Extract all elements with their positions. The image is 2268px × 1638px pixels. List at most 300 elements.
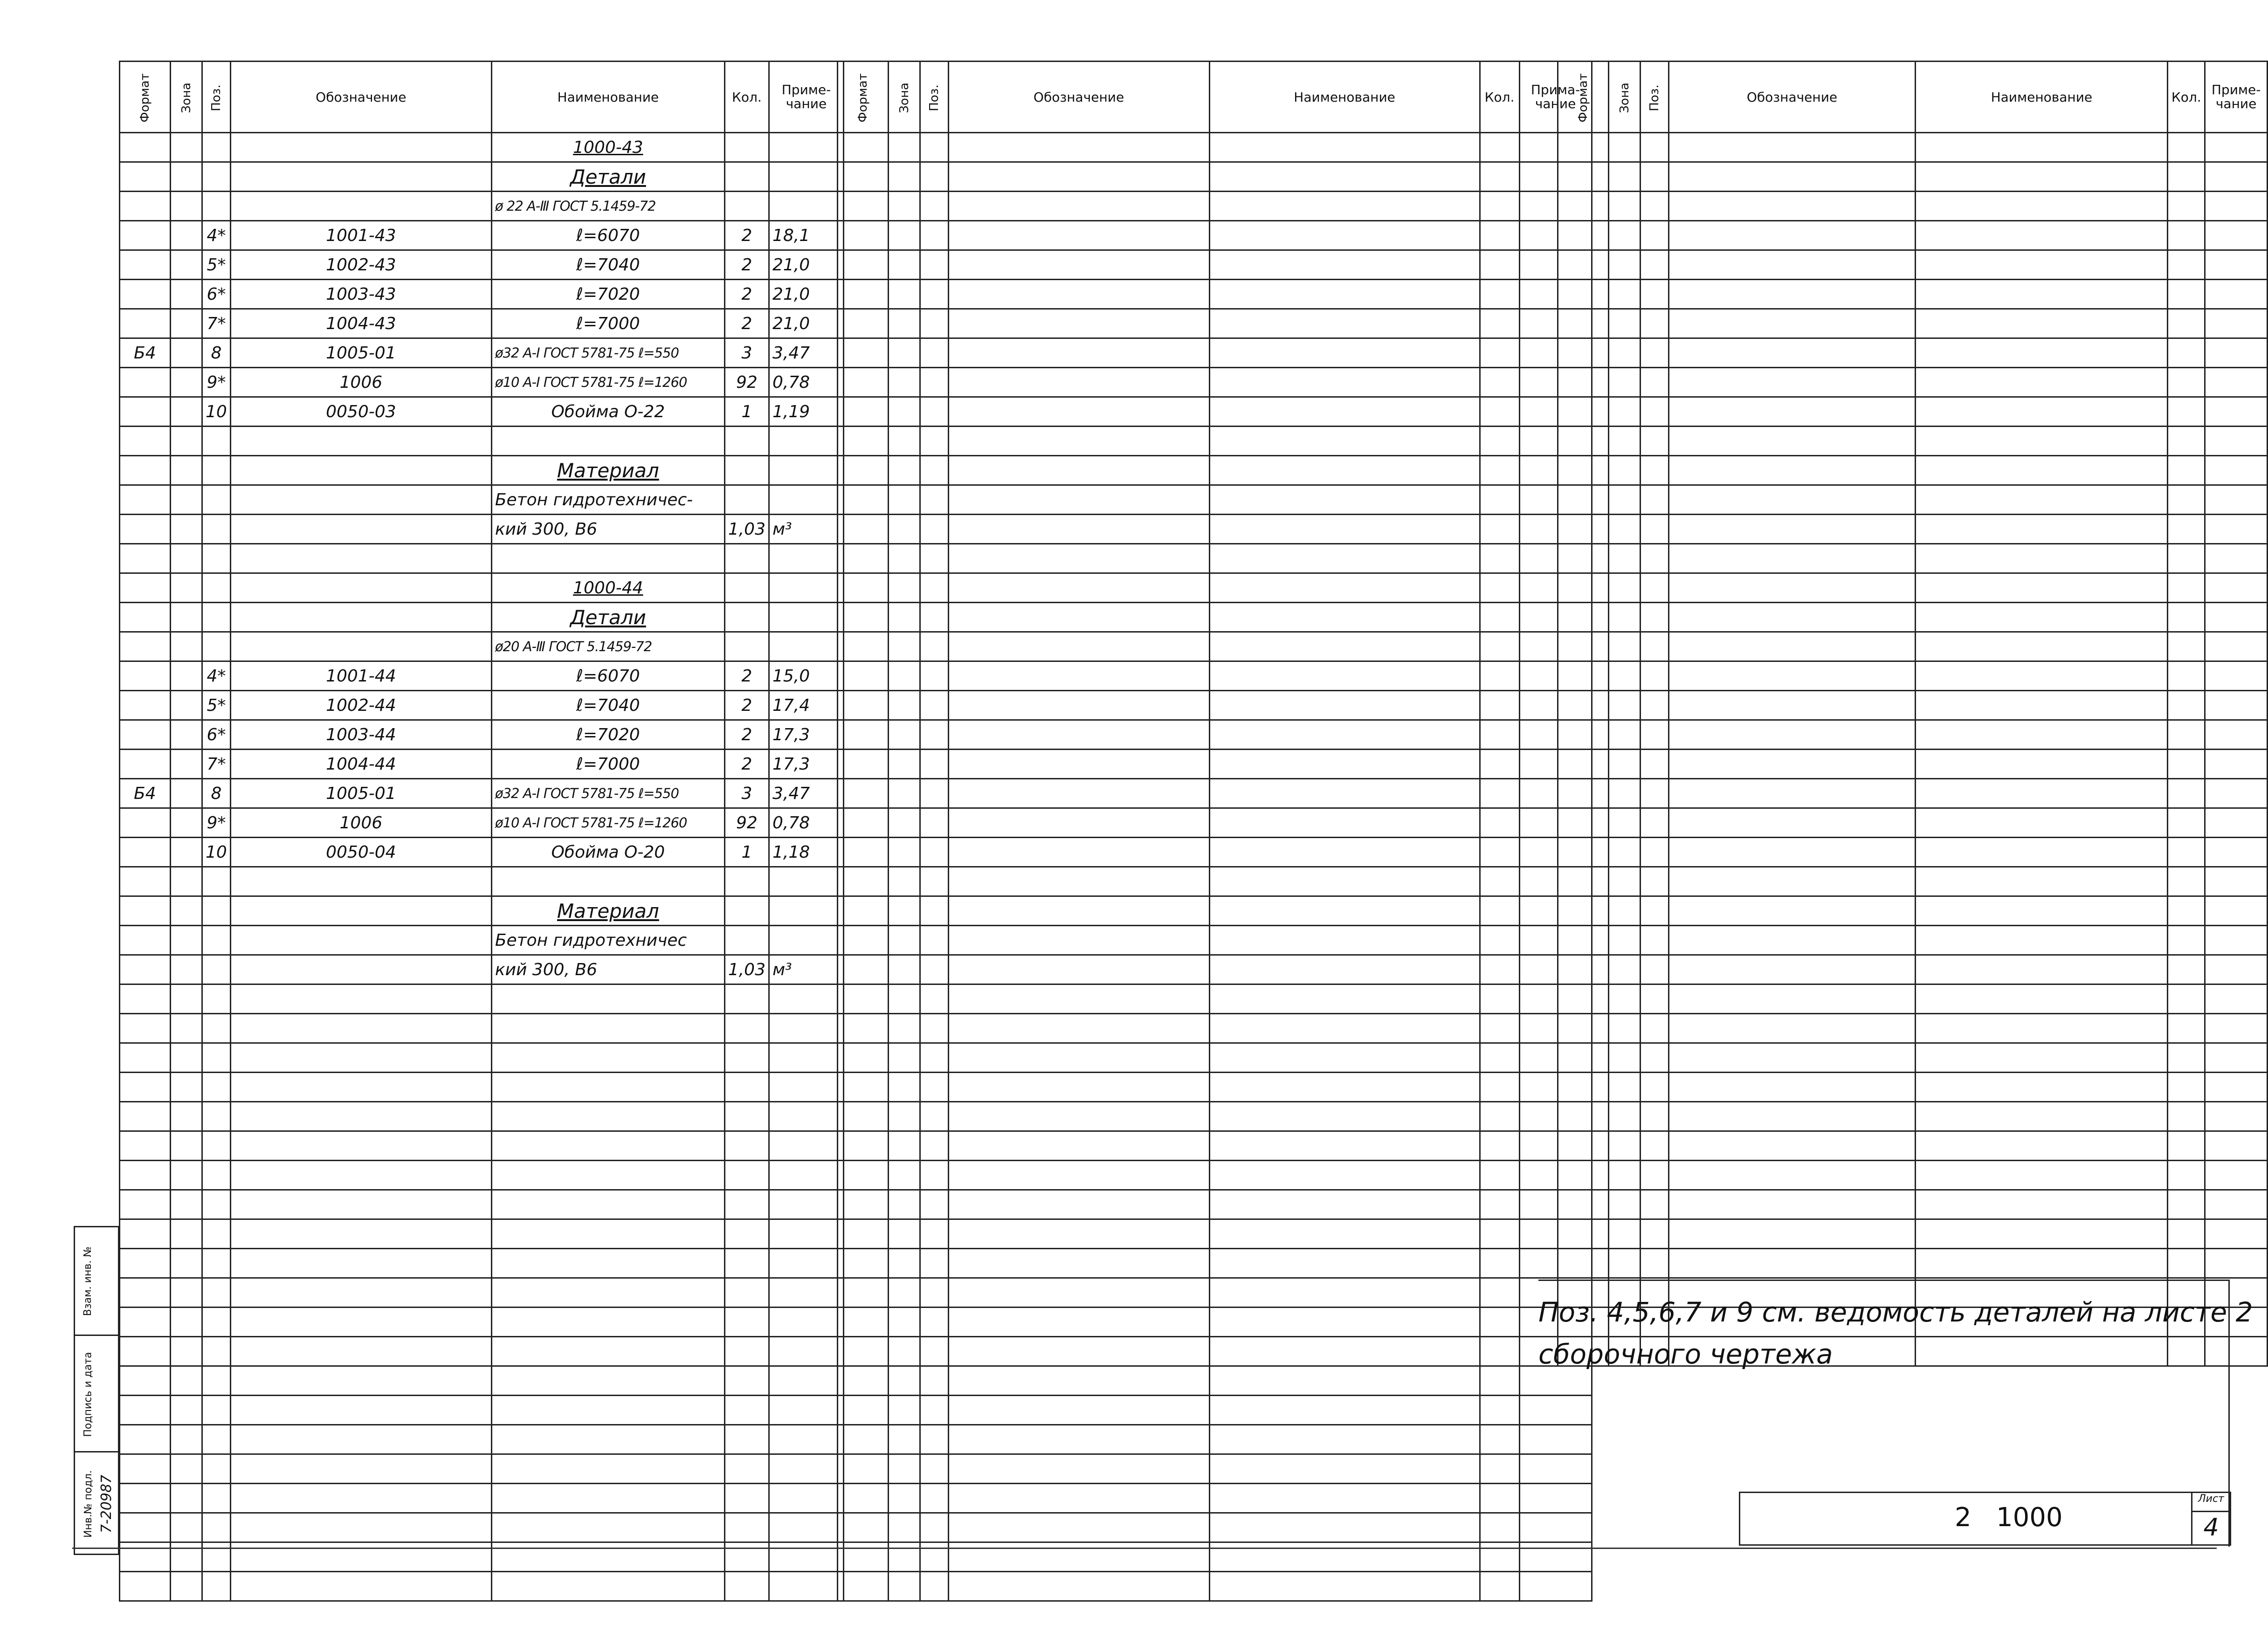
format-cell [838, 779, 889, 808]
note-cell [769, 1014, 843, 1043]
designation-cell [230, 632, 491, 661]
designation-cell [230, 544, 491, 573]
table-row [1558, 632, 2268, 661]
name-cell [1916, 632, 2168, 661]
name-cell: ø 22 А-Ⅲ ГОСТ 5.1459-72 [491, 192, 724, 221]
pos-cell [202, 867, 231, 896]
zone-cell [170, 1131, 202, 1161]
designation-cell [948, 1073, 1209, 1102]
pos-cell [202, 603, 231, 632]
designation-cell: 1001-43 [230, 221, 491, 250]
name-cell: ø10 А-I ГОСТ 5781-75 ℓ=1260 [491, 368, 724, 397]
name-cell: Бетон гидротехничес [491, 926, 724, 955]
designation-cell [948, 720, 1209, 750]
zone-cell [170, 250, 202, 280]
designation-cell [230, 485, 491, 515]
designation-cell [948, 896, 1209, 926]
table-row [1558, 280, 2268, 309]
zone-cell [170, 1337, 202, 1366]
designation-cell [1668, 1043, 1916, 1073]
qty-cell [1480, 1190, 1519, 1219]
note-cell [2205, 250, 2268, 280]
header-designation: Обозначение [230, 62, 491, 133]
table-row [1558, 896, 2268, 926]
designation-cell [230, 1102, 491, 1131]
table-row [120, 1572, 844, 1601]
name-cell [1916, 1190, 2168, 1219]
table-row [1558, 838, 2268, 867]
qty-cell [2168, 1161, 2205, 1190]
qty-cell [724, 1337, 769, 1366]
format-cell [1558, 1073, 1609, 1102]
name-cell [1916, 250, 2168, 280]
qty-cell: 2 [724, 309, 769, 338]
zone-cell [888, 573, 920, 603]
table-row [838, 1513, 1592, 1542]
pos-cell [1641, 250, 1669, 280]
table-row [1558, 1161, 2268, 1190]
pos-cell [202, 1014, 231, 1043]
format-cell [120, 1484, 171, 1513]
note-cell: 1,18 [769, 838, 843, 867]
pos-cell [1641, 632, 1669, 661]
note-cell [769, 1366, 843, 1396]
designation-cell [1668, 867, 1916, 896]
name-cell [1916, 456, 2168, 485]
zone-cell [888, 661, 920, 691]
zone-cell [888, 1572, 920, 1601]
zone-cell [170, 955, 202, 984]
note-cell [769, 896, 843, 926]
name-cell: Материал [491, 896, 724, 926]
zone-cell [1608, 1161, 1641, 1190]
name-cell [1916, 750, 2168, 779]
format-cell [120, 1131, 171, 1161]
table-row [120, 1014, 844, 1043]
note-cell [2205, 1161, 2268, 1190]
zone-cell [1608, 603, 1641, 632]
format-cell [838, 1073, 889, 1102]
qty-cell [724, 1366, 769, 1396]
qty-cell [1480, 368, 1519, 397]
qty-cell: 2 [724, 720, 769, 750]
name-cell [1209, 603, 1480, 632]
name-cell [1916, 1249, 2168, 1278]
qty-cell [1480, 544, 1519, 573]
pos-cell [920, 720, 949, 750]
note-cell [2205, 544, 2268, 573]
format-cell [838, 750, 889, 779]
format-cell [838, 309, 889, 338]
table-row [838, 1249, 1592, 1278]
format-cell [1558, 720, 1609, 750]
format-cell [838, 1278, 889, 1308]
note-cell [769, 1308, 843, 1337]
zone-cell [1608, 779, 1641, 808]
format-cell [1558, 338, 1609, 368]
designation-cell: 1003-43 [230, 280, 491, 309]
qty-cell [2168, 544, 2205, 573]
designation-cell [1668, 838, 1916, 867]
note-line-1: Поз. 4,5,6,7 и 9 см. ведомость деталей на листе 2 [1538, 1296, 2253, 1328]
designation-cell [948, 838, 1209, 867]
qty-cell [2168, 427, 2205, 456]
name-cell [1209, 1366, 1480, 1396]
note-line-2: сборочного чертежа [1538, 1338, 1833, 1370]
zone-cell [888, 720, 920, 750]
table-row [838, 632, 1592, 661]
name-cell [1916, 368, 2168, 397]
qty-cell [724, 1425, 769, 1454]
table-row [838, 1073, 1592, 1102]
pos-cell [920, 1425, 949, 1454]
name-cell: ℓ=7040 [491, 691, 724, 720]
name-cell [1916, 397, 2168, 427]
zone-cell [888, 1484, 920, 1513]
format-cell [838, 368, 889, 397]
format-cell [1558, 1014, 1609, 1043]
pos-cell [1641, 779, 1669, 808]
format-cell [1558, 603, 1609, 632]
zone-cell [170, 1278, 202, 1308]
zone-cell [888, 397, 920, 427]
designation-cell [948, 1102, 1209, 1131]
pos-cell [920, 573, 949, 603]
name-cell [1209, 955, 1480, 984]
format-cell [838, 192, 889, 221]
table-row [1558, 162, 2268, 192]
zone-cell [888, 485, 920, 515]
pos-cell [920, 661, 949, 691]
name-cell: ℓ=7020 [491, 280, 724, 309]
note-cell [769, 1043, 843, 1073]
qty-cell [724, 632, 769, 661]
qty-cell [2168, 1249, 2205, 1278]
pos-cell [202, 1219, 231, 1249]
pos-cell [920, 691, 949, 720]
zone-cell [170, 280, 202, 309]
format-cell [838, 838, 889, 867]
designation-cell [230, 573, 491, 603]
table-row [1558, 1014, 2268, 1043]
pos-cell [202, 1131, 231, 1161]
zone-cell [170, 221, 202, 250]
name-cell [1209, 691, 1480, 720]
note-cell [2205, 427, 2268, 456]
table-row [838, 1190, 1592, 1219]
name-cell: ø20 А-Ⅲ ГОСТ 5.1459-72 [491, 632, 724, 661]
name-cell [491, 1219, 724, 1249]
table-row [838, 720, 1592, 750]
name-cell: кий 300, В6 [491, 515, 724, 544]
zone-cell [1608, 368, 1641, 397]
note-cell: 18,1 [769, 221, 843, 250]
qty-cell: 3 [724, 338, 769, 368]
name-cell [1209, 1513, 1480, 1542]
note-cell: 21,0 [769, 280, 843, 309]
format-cell [838, 1484, 889, 1513]
zone-cell [1608, 808, 1641, 838]
pos-cell [920, 397, 949, 427]
table-row [838, 1366, 1592, 1396]
designation-cell [948, 456, 1209, 485]
name-cell [1209, 192, 1480, 221]
table-row [838, 1396, 1592, 1425]
designation-cell [948, 779, 1209, 808]
designation-cell [948, 544, 1209, 573]
zone-cell [888, 1337, 920, 1366]
qty-cell [1480, 573, 1519, 603]
qty-cell [2168, 1102, 2205, 1131]
pos-cell [1641, 338, 1669, 368]
zone-cell [170, 1572, 202, 1601]
designation-cell: 0050-03 [230, 397, 491, 427]
designation-cell [948, 427, 1209, 456]
pos-cell [920, 280, 949, 309]
zone-cell [170, 808, 202, 838]
qty-cell [1480, 691, 1519, 720]
designation-cell [948, 1131, 1209, 1161]
zone-cell [888, 896, 920, 926]
table-row [1558, 1043, 2268, 1073]
note-cell [2205, 1073, 2268, 1102]
name-cell [1916, 955, 2168, 984]
table-row [1558, 1073, 2268, 1102]
qty-cell [724, 926, 769, 955]
qty-cell [2168, 808, 2205, 838]
table-row [120, 1337, 844, 1366]
name-cell [1209, 1219, 1480, 1249]
name-cell: Детали [491, 603, 724, 632]
table-row [838, 691, 1592, 720]
pos-cell [920, 1102, 949, 1131]
designation-cell: 1006 [230, 368, 491, 397]
zone-cell [170, 984, 202, 1014]
table-row [838, 280, 1592, 309]
qty-cell [1480, 1572, 1519, 1601]
table-row [1558, 603, 2268, 632]
qty-cell [1480, 1043, 1519, 1073]
pos-cell [920, 1513, 949, 1542]
qty-cell [1480, 1337, 1519, 1366]
table-row [838, 1454, 1592, 1484]
name-cell [491, 427, 724, 456]
zone-cell [1608, 1219, 1641, 1249]
zone-cell [888, 1131, 920, 1161]
qty-cell [1480, 632, 1519, 661]
name-cell [491, 1396, 724, 1425]
name-cell: ℓ=7020 [491, 720, 724, 750]
format-cell [120, 309, 171, 338]
zone-cell [888, 984, 920, 1014]
name-cell [1209, 838, 1480, 867]
qty-cell: 2 [724, 280, 769, 309]
designation-cell [948, 280, 1209, 309]
pos-cell [1641, 1219, 1669, 1249]
table-row [120, 779, 844, 808]
name-cell: ℓ=7040 [491, 250, 724, 280]
format-cell [120, 1043, 171, 1073]
zone-cell [888, 603, 920, 632]
zone-cell [170, 867, 202, 896]
pos-cell [1641, 720, 1669, 750]
note-cell: 17,3 [769, 720, 843, 750]
note-cell [769, 603, 843, 632]
pos-cell [1641, 867, 1669, 896]
table-row [838, 338, 1592, 368]
qty-cell: 92 [724, 368, 769, 397]
pos-cell [920, 162, 949, 192]
note-cell [769, 1161, 843, 1190]
format-cell [1558, 544, 1609, 573]
format-cell [120, 984, 171, 1014]
note-cell [2205, 1014, 2268, 1043]
designation-cell [948, 955, 1209, 984]
note-cell [2205, 896, 2268, 926]
pos-cell [1641, 544, 1669, 573]
name-cell: ø32 А-I ГОСТ 5781-75 ℓ=550 [491, 338, 724, 368]
format-cell [838, 1513, 889, 1542]
format-cell [838, 456, 889, 485]
qty-cell [1480, 1396, 1519, 1425]
designation-cell [948, 515, 1209, 544]
designation-cell [1668, 1014, 1916, 1043]
pos-cell [1641, 896, 1669, 926]
table-row [120, 1102, 844, 1131]
designation-cell [230, 1278, 491, 1308]
designation-cell [1668, 896, 1916, 926]
name-cell [1916, 309, 2168, 338]
name-cell [1209, 1102, 1480, 1131]
note-cell [2205, 368, 2268, 397]
format-cell [1558, 427, 1609, 456]
name-cell [1209, 1073, 1480, 1102]
pos-cell [202, 1278, 231, 1308]
designation-cell [1668, 720, 1916, 750]
zone-cell [888, 338, 920, 368]
format-cell [1558, 1190, 1609, 1219]
format-cell [120, 955, 171, 984]
name-cell [491, 1308, 724, 1337]
qty-cell [724, 192, 769, 221]
format-cell [120, 1513, 171, 1542]
pos-cell: 8 [202, 779, 231, 808]
note-cell [2205, 984, 2268, 1014]
note-cell [769, 427, 843, 456]
specification-table-right [1557, 61, 2268, 1367]
format-cell [1558, 515, 1609, 544]
name-cell [1209, 1190, 1480, 1219]
zone-cell [170, 661, 202, 691]
designation-cell [1668, 691, 1916, 720]
format-cell: Б4 [120, 779, 171, 808]
pos-cell [920, 1043, 949, 1073]
table-row [1558, 573, 2268, 603]
designation-cell [1668, 544, 1916, 573]
qty-cell [1480, 427, 1519, 456]
format-cell [120, 926, 171, 955]
pos-cell [202, 1425, 231, 1454]
table-row [1558, 221, 2268, 250]
designation-cell [948, 1513, 1209, 1542]
header-name: Наименование [1209, 62, 1480, 133]
designation-cell: 1005-01 [230, 779, 491, 808]
zone-cell [888, 867, 920, 896]
zone-cell [888, 750, 920, 779]
designation-cell [948, 485, 1209, 515]
pos-cell [202, 162, 231, 192]
zone-cell [888, 779, 920, 808]
table-row [120, 1278, 844, 1308]
qty-cell [1480, 1308, 1519, 1337]
qty-cell [724, 1190, 769, 1219]
designation-cell [1668, 397, 1916, 427]
note-cell [2205, 397, 2268, 427]
note-cell: 0,78 [769, 808, 843, 838]
qty-cell [1480, 309, 1519, 338]
table-row [120, 1190, 844, 1219]
designation-cell [230, 1043, 491, 1073]
qty-cell [724, 544, 769, 573]
title-block [1739, 1492, 2231, 1546]
table-row [120, 368, 844, 397]
format-cell [1558, 955, 1609, 984]
qty-cell [724, 1308, 769, 1337]
table-row [1558, 750, 2268, 779]
table-row [838, 397, 1592, 427]
note-cell: м³ [769, 515, 843, 544]
table-row [1558, 368, 2268, 397]
pos-cell [202, 1043, 231, 1073]
pos-cell [920, 1542, 949, 1572]
table-row [120, 338, 844, 368]
designation-cell [948, 867, 1209, 896]
designation-cell [948, 1542, 1209, 1572]
designation-cell [948, 1572, 1209, 1601]
zone-cell [1608, 485, 1641, 515]
note-cell [2205, 838, 2268, 867]
sign-label: Подпись и дата [82, 1351, 94, 1437]
table-row [1558, 1131, 2268, 1161]
format-cell [120, 133, 171, 162]
table-row [120, 515, 844, 544]
qty-cell [724, 1102, 769, 1131]
pos-cell [920, 808, 949, 838]
zone-cell [170, 1073, 202, 1102]
pos-cell [920, 1219, 949, 1249]
pos-cell [1641, 515, 1669, 544]
note-cell: 21,0 [769, 309, 843, 338]
name-cell: ø32 А-I ГОСТ 5781-75 ℓ=550 [491, 779, 724, 808]
table-row [120, 1396, 844, 1425]
pos-cell [1641, 162, 1669, 192]
qty-cell [724, 1131, 769, 1161]
name-cell: ø10 А-I ГОСТ 5781-75 ℓ=1260 [491, 808, 724, 838]
note-cell [2205, 221, 2268, 250]
format-cell [1558, 779, 1609, 808]
designation-cell [948, 1425, 1209, 1454]
format-cell [120, 573, 171, 603]
table-row [120, 1131, 844, 1161]
qty-cell [724, 485, 769, 515]
zone-cell [888, 192, 920, 221]
pos-cell [202, 926, 231, 955]
pos-cell [920, 984, 949, 1014]
name-cell [491, 1454, 724, 1484]
note-cell [769, 1396, 843, 1425]
zone-cell [1608, 1073, 1641, 1102]
name-cell [1209, 867, 1480, 896]
